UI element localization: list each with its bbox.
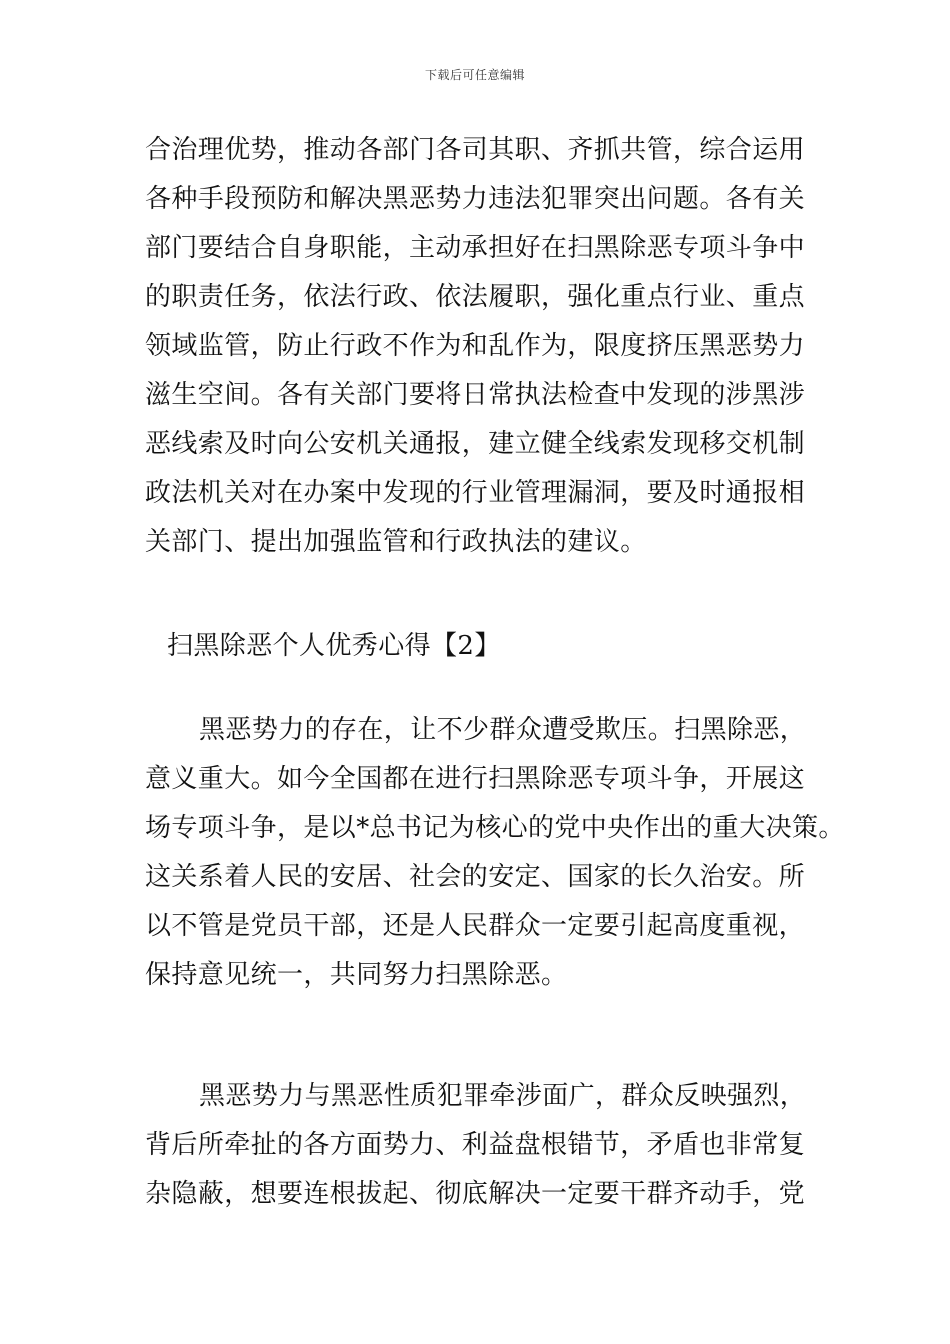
paragraph-line: 的职责任务，依法行政、依法履职，强化重点行业、重点 <box>145 282 806 312</box>
paragraph-line: 部门要结合自身职能，主动承担好在扫黑除恶专项斗争中 <box>145 233 806 263</box>
paragraph-line: 黑恶势力的存在，让不少群众遭受欺压。扫黑除恶， <box>199 715 807 745</box>
paragraph-line: 场专项斗争，是以*总书记为核心的党中央作出的重大决策。 <box>145 813 845 843</box>
paragraph-line: 保持意见统一，共同努力扫黑除恶。 <box>145 960 568 990</box>
section-heading-block <box>145 622 815 671</box>
paragraph-line: 滋生空间。各有关部门要将日常执法检查中发现的涉黑涉 <box>145 380 806 410</box>
paragraph-line: 关部门、提出加强监管和行政执法的建议。 <box>145 527 647 557</box>
paragraph-line: 政法机关对在办案中发现的行业管理漏洞，要及时通报相 <box>145 478 806 508</box>
paragraph-line: 以不管是党员干部，还是人民群众一定要引起高度重视， <box>145 911 806 941</box>
paragraph-line: 各种手段预防和解决黑恶势力违法犯罪突出问题。各有关 <box>145 184 806 214</box>
paragraph-line: 黑恶势力与黑恶性质犯罪牵涉面广，群众反映强烈， <box>199 1081 807 1111</box>
header-note: 下载后可任意编辑 <box>424 68 525 82</box>
paragraph-line: 杂隐蔽，想要连根拔起、彻底解决一定要干群齐动手，党 <box>145 1179 806 1209</box>
paragraph-line: 领域监管，防止行政不作为和乱作为，限度挤压黑恶势力 <box>145 331 806 361</box>
paragraph-2 <box>145 706 845 1000</box>
paragraph-line: 合治理优势，推动各部门各司其职、齐抓共管，综合运用 <box>145 135 806 165</box>
paragraph-line: 恶线索及时向公安机关通报，建立健全线索发现移交机制 <box>145 429 806 459</box>
paragraph-line: 这关系着人民的安居、社会的安定、国家的长久治安。所 <box>145 862 806 892</box>
paragraph-line: 背后所牵扯的各方面势力、利益盘根错节，矛盾也非常复 <box>145 1130 806 1160</box>
paragraph-3 <box>145 1072 815 1219</box>
paragraph-line: 意义重大。如今全国都在进行扫黑除恶专项斗争，开展这 <box>145 764 806 794</box>
section-heading: 扫黑除恶个人优秀心得【2】 <box>167 631 501 661</box>
paragraph-1 <box>145 126 815 567</box>
